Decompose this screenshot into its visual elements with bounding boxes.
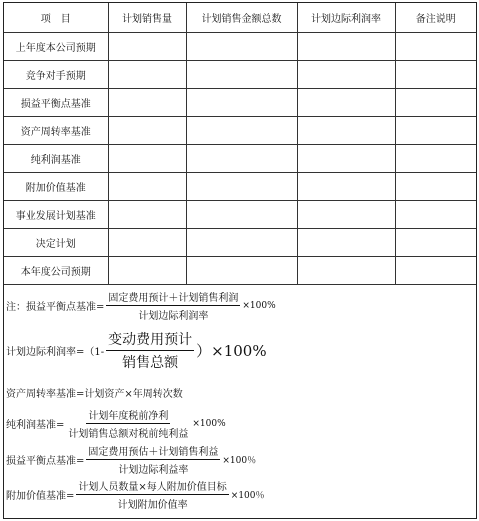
formula-label: 纯利润基准= — [6, 420, 65, 431]
table-row — [4, 201, 476, 229]
formula-tail: ×100% — [211, 341, 267, 360]
header-item: 项 目 — [4, 3, 108, 33]
denominator: 计划附加价值率 — [117, 500, 188, 511]
formula-open: （1- — [84, 347, 105, 358]
table-row — [4, 229, 476, 257]
header-margin-rate: 计划边际利润率 — [297, 3, 395, 33]
denominator: 计划销售总额对税前纯利益 — [68, 429, 189, 440]
row-label: 竞争对手预期 — [4, 61, 108, 89]
row-label: 决定计划 — [4, 229, 108, 257]
formula-margin-rate — [6, 329, 267, 372]
row-label: 事业发展计划基准 — [4, 201, 108, 229]
cell — [108, 61, 186, 89]
cell — [395, 257, 476, 285]
table-row — [4, 145, 476, 173]
formula-tail: ×100% — [242, 300, 276, 311]
cell — [108, 33, 186, 61]
formula-label: 损益平衡点基准= — [6, 456, 85, 467]
cell — [108, 257, 186, 285]
cell — [297, 201, 395, 229]
row-label: 附加价值基准 — [4, 173, 108, 201]
formula-breakeven — [6, 443, 256, 476]
cell — [186, 229, 297, 257]
cell — [395, 33, 476, 61]
plan-form-sheet — [3, 2, 477, 519]
header-row — [4, 3, 476, 33]
cell — [395, 173, 476, 201]
cell — [108, 117, 186, 145]
table-row — [4, 173, 476, 201]
cell — [186, 257, 297, 285]
cell — [186, 201, 297, 229]
cell — [395, 117, 476, 145]
cell — [297, 89, 395, 117]
cell — [395, 201, 476, 229]
cell — [108, 201, 186, 229]
cell — [108, 229, 186, 257]
cell — [395, 89, 476, 117]
cell — [297, 145, 395, 173]
table-row — [4, 257, 476, 285]
fraction — [106, 289, 240, 322]
notes-section — [4, 285, 476, 515]
header-sales-volume: 计划销售量 — [108, 3, 186, 33]
formula-breakeven-note — [6, 289, 276, 322]
numerator: 计划人员数量×每人附加价值目标 — [76, 478, 228, 495]
cell — [297, 173, 395, 201]
cell — [186, 173, 297, 201]
header-remarks: 备注说明 — [395, 3, 476, 33]
row-label: 资产周转率基准 — [4, 117, 108, 145]
fraction — [106, 329, 194, 372]
plan-table — [4, 3, 476, 285]
cell — [297, 117, 395, 145]
header-sales-amount: 计划销售金额总数 — [186, 3, 297, 33]
numerator: 计划年度税前净利 — [86, 407, 170, 424]
row-label: 损益平衡点基准 — [4, 89, 108, 117]
cell — [395, 229, 476, 257]
formula-tail: ×100％ — [230, 491, 265, 501]
denominator: 计划边际利润率 — [138, 311, 209, 322]
formula-added-value — [6, 478, 265, 511]
table-row — [4, 61, 476, 89]
numerator: 固定费用预计＋计划销售利润 — [106, 289, 240, 306]
cell — [297, 33, 395, 61]
cell — [297, 257, 395, 285]
row-label: 上年度本公司预期 — [4, 33, 108, 61]
formula-close: ） — [196, 342, 212, 360]
numerator: 固定费用预估＋计划销售利益 — [86, 443, 220, 460]
formula-tail: ×100% — [192, 418, 226, 429]
fraction — [66, 407, 190, 440]
cell — [297, 229, 395, 257]
row-label: 本年度公司预期 — [4, 257, 108, 285]
cell — [108, 145, 186, 173]
cell — [108, 173, 186, 201]
table-row — [4, 89, 476, 117]
cell — [297, 61, 395, 89]
fraction — [76, 478, 228, 511]
fraction — [86, 443, 220, 476]
formula-label: 附加价值基准= — [6, 491, 75, 502]
formula-text: 资产周转率基准=计划资产×年周转次数 — [6, 389, 183, 400]
denominator: 计划边际利益率 — [118, 465, 189, 476]
table-row — [4, 117, 476, 145]
formula-net-profit — [6, 407, 226, 440]
formula-label: 计划边际利润率= — [6, 347, 85, 358]
formula-asset-turnover — [6, 385, 183, 400]
cell — [108, 89, 186, 117]
table-row — [4, 33, 476, 61]
cell — [186, 89, 297, 117]
formula-label: 注：损益平衡点基准= — [6, 302, 105, 313]
cell — [395, 145, 476, 173]
cell — [395, 61, 476, 89]
formula-big-part — [104, 329, 266, 372]
cell — [186, 61, 297, 89]
cell — [186, 145, 297, 173]
row-label: 纯利润基准 — [4, 145, 108, 173]
cell — [186, 117, 297, 145]
denominator: 销售总额 — [122, 355, 179, 371]
numerator: 变动费用预计 — [106, 329, 194, 351]
cell — [186, 33, 297, 61]
formula-tail: ×100％ — [222, 456, 257, 466]
